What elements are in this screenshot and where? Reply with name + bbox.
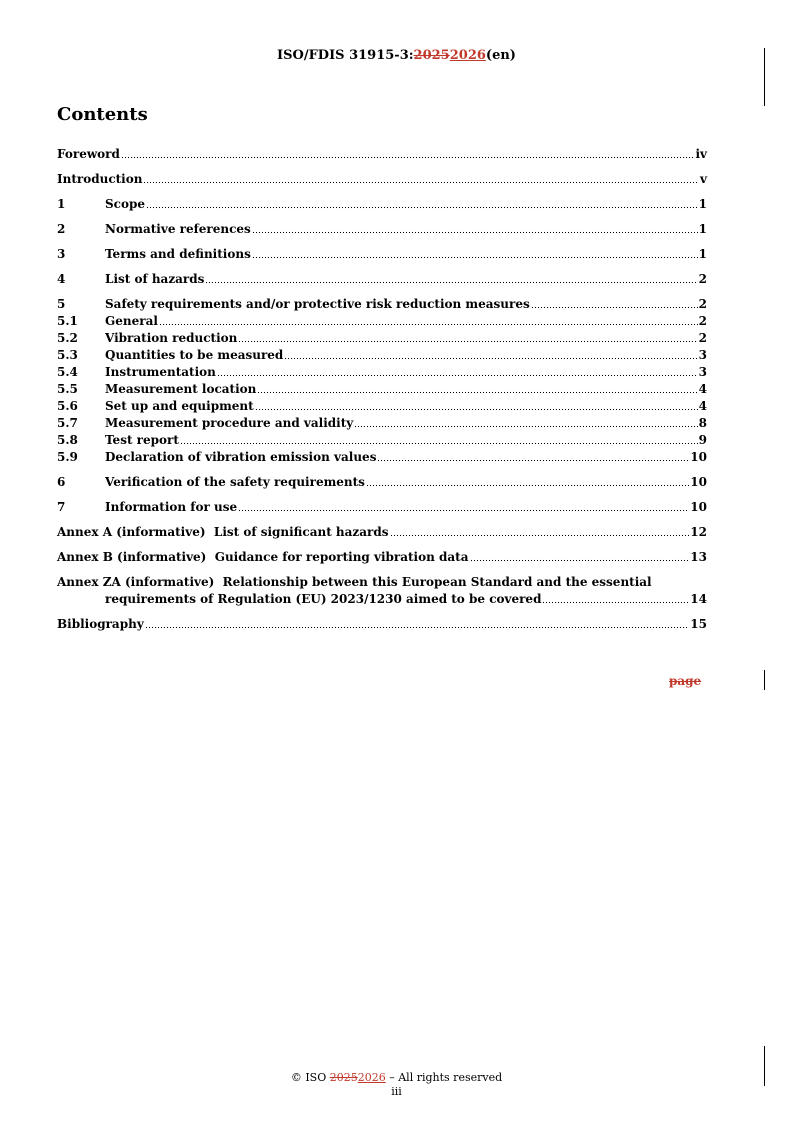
toc-label: Annex B (informative) Guidance for reporting vibration data bbox=[57, 550, 469, 564]
header-year-inserted: 2026 bbox=[449, 48, 486, 63]
toc-number: 6 bbox=[57, 475, 66, 489]
toc-number: 5.1 bbox=[57, 314, 78, 328]
header-prefix: ISO/FDIS 31915-3: bbox=[277, 48, 414, 63]
toc-entry-5-2[interactable] bbox=[57, 330, 707, 347]
toc-label: Annex A (informative) List of significant hazards bbox=[57, 525, 389, 539]
toc-page: 13 bbox=[690, 550, 707, 564]
toc-entry-5-1[interactable] bbox=[57, 313, 707, 330]
toc-page: 1 bbox=[698, 247, 707, 261]
toc-page: 2 bbox=[698, 272, 707, 286]
toc-page: iv bbox=[695, 147, 707, 161]
toc-label: Instrumentation bbox=[105, 365, 216, 379]
toc-leader bbox=[217, 373, 698, 377]
toc-leader bbox=[377, 458, 689, 462]
toc-label: List of hazards bbox=[105, 272, 205, 286]
toc-leader bbox=[252, 230, 698, 234]
footer-prefix: © ISO bbox=[290, 1071, 330, 1084]
toc-entry-3[interactable] bbox=[57, 246, 707, 263]
change-bar-middle bbox=[764, 670, 765, 690]
toc-entry-5-6[interactable] bbox=[57, 398, 707, 415]
toc-entry-5-5[interactable] bbox=[57, 381, 707, 398]
toc-label: General bbox=[105, 314, 158, 328]
toc-entry-5-3[interactable] bbox=[57, 347, 707, 364]
toc-leader bbox=[143, 180, 699, 184]
toc-leader bbox=[252, 255, 698, 259]
toc-page: 10 bbox=[690, 475, 707, 489]
toc-leader bbox=[542, 600, 689, 604]
toc-entry-bibliography[interactable] bbox=[57, 616, 707, 633]
toc-leader bbox=[354, 424, 697, 428]
toc-page: 14 bbox=[690, 592, 707, 606]
deleted-page-label: page bbox=[669, 674, 702, 688]
toc-entry-foreword[interactable] bbox=[57, 146, 707, 163]
toc-leader bbox=[146, 205, 698, 209]
toc-label: Vibration reduction bbox=[105, 331, 238, 345]
toc-page: 1 bbox=[698, 197, 707, 211]
toc-label-continued bbox=[57, 591, 707, 608]
toc-page: 4 bbox=[698, 382, 707, 396]
toc-entry-1[interactable] bbox=[57, 196, 707, 213]
toc-label: Terms and definitions bbox=[105, 247, 251, 261]
toc-number: 5.4 bbox=[57, 365, 78, 379]
toc-number: 5.9 bbox=[57, 450, 78, 464]
toc-entry-6[interactable] bbox=[57, 474, 707, 491]
toc-page: 3 bbox=[698, 348, 707, 362]
toc-page: 1 bbox=[698, 222, 707, 236]
toc-label: Set up and equipment bbox=[105, 399, 254, 413]
toc-leader bbox=[257, 390, 697, 394]
toc-number: 5.6 bbox=[57, 399, 78, 413]
toc-label: Scope bbox=[105, 197, 146, 211]
toc-number: 5.2 bbox=[57, 331, 78, 345]
toc-entry-2[interactable] bbox=[57, 221, 707, 238]
toc-page: 3 bbox=[698, 365, 707, 379]
toc-entry-5-7[interactable] bbox=[57, 415, 707, 432]
toc-label: Quantities to be measured bbox=[105, 348, 284, 362]
toc-leader bbox=[390, 533, 690, 537]
toc-label: Measurement procedure and validity bbox=[105, 416, 354, 430]
toc-entry-annex-za[interactable] bbox=[57, 574, 707, 608]
toc-number: 2 bbox=[57, 222, 66, 236]
toc-entry-introduction[interactable] bbox=[57, 171, 707, 188]
toc-label: Information for use bbox=[105, 500, 238, 514]
toc-number: 1 bbox=[57, 197, 66, 211]
footer-year-deleted: 2025 bbox=[329, 1071, 358, 1084]
toc-label: Safety requirements and/or protective risk reduction measures bbox=[105, 297, 530, 311]
toc-number: 4 bbox=[57, 272, 66, 286]
toc-page: 10 bbox=[690, 450, 707, 464]
header-suffix: (en) bbox=[485, 48, 516, 63]
toc-leader bbox=[238, 508, 689, 512]
toc-page: 2 bbox=[698, 297, 707, 311]
toc-leader bbox=[238, 339, 697, 343]
toc-leader bbox=[145, 625, 690, 629]
toc-entry-annex-a[interactable] bbox=[57, 524, 707, 541]
toc-label: Introduction bbox=[57, 172, 143, 186]
footer-suffix: – All rights reserved bbox=[385, 1071, 503, 1084]
toc-label: Test report bbox=[105, 433, 179, 447]
toc-leader bbox=[284, 356, 697, 360]
toc-label: Verification of the safety requirements bbox=[105, 475, 365, 489]
toc-page: 12 bbox=[690, 525, 707, 539]
toc-entry-5-8[interactable] bbox=[57, 432, 707, 449]
toc-entry-5-4[interactable] bbox=[57, 364, 707, 381]
toc-number: 5.3 bbox=[57, 348, 78, 362]
toc-label: Bibliography bbox=[57, 617, 144, 631]
footer-year-inserted: 2026 bbox=[357, 1071, 386, 1084]
toc-page: 15 bbox=[690, 617, 707, 631]
toc-entry-5[interactable] bbox=[57, 296, 707, 313]
toc-leader bbox=[531, 305, 698, 309]
toc-number: 5 bbox=[57, 297, 66, 311]
toc-label: Declaration of vibration emission values bbox=[105, 450, 377, 464]
toc-leader bbox=[121, 155, 695, 159]
toc-number: 5.7 bbox=[57, 416, 78, 430]
table-of-contents bbox=[57, 146, 707, 633]
toc-entry-annex-b[interactable] bbox=[57, 549, 707, 566]
toc-page: 2 bbox=[698, 331, 707, 345]
toc-number: 7 bbox=[57, 500, 66, 514]
toc-number: 3 bbox=[57, 247, 66, 261]
toc-page: v bbox=[700, 172, 707, 186]
toc-leader bbox=[366, 483, 689, 487]
toc-label: Annex ZA (informative) Relationship between this European Standard and the essential bbox=[57, 575, 652, 589]
toc-leader bbox=[255, 407, 698, 411]
toc-entry-4[interactable] bbox=[57, 271, 707, 288]
toc-leader bbox=[470, 558, 690, 562]
toc-number: 5.5 bbox=[57, 382, 78, 396]
page-title: Contents bbox=[57, 104, 148, 125]
toc-page: 2 bbox=[698, 314, 707, 328]
toc-leader bbox=[180, 441, 698, 445]
toc-label: Foreword bbox=[57, 147, 120, 161]
header-year-deleted: 2025 bbox=[413, 48, 450, 63]
toc-label: Measurement location bbox=[105, 382, 257, 396]
document-footer bbox=[0, 1071, 793, 1098]
toc-page: 9 bbox=[698, 433, 707, 447]
toc-leader bbox=[159, 322, 698, 326]
toc-label: Normative references bbox=[105, 222, 251, 236]
toc-entry-7[interactable] bbox=[57, 499, 707, 516]
toc-leader bbox=[205, 280, 697, 284]
toc-page: 8 bbox=[698, 416, 707, 430]
document-header bbox=[0, 48, 793, 63]
toc-number: 5.8 bbox=[57, 433, 78, 447]
toc-entry-5-9[interactable] bbox=[57, 449, 707, 466]
toc-page: 4 bbox=[698, 399, 707, 413]
page-number: iii bbox=[391, 1085, 402, 1098]
toc-page: 10 bbox=[690, 500, 707, 514]
toc-label-line2: requirements of Regulation (EU) 2023/1230 aimed to be covered bbox=[105, 592, 542, 606]
